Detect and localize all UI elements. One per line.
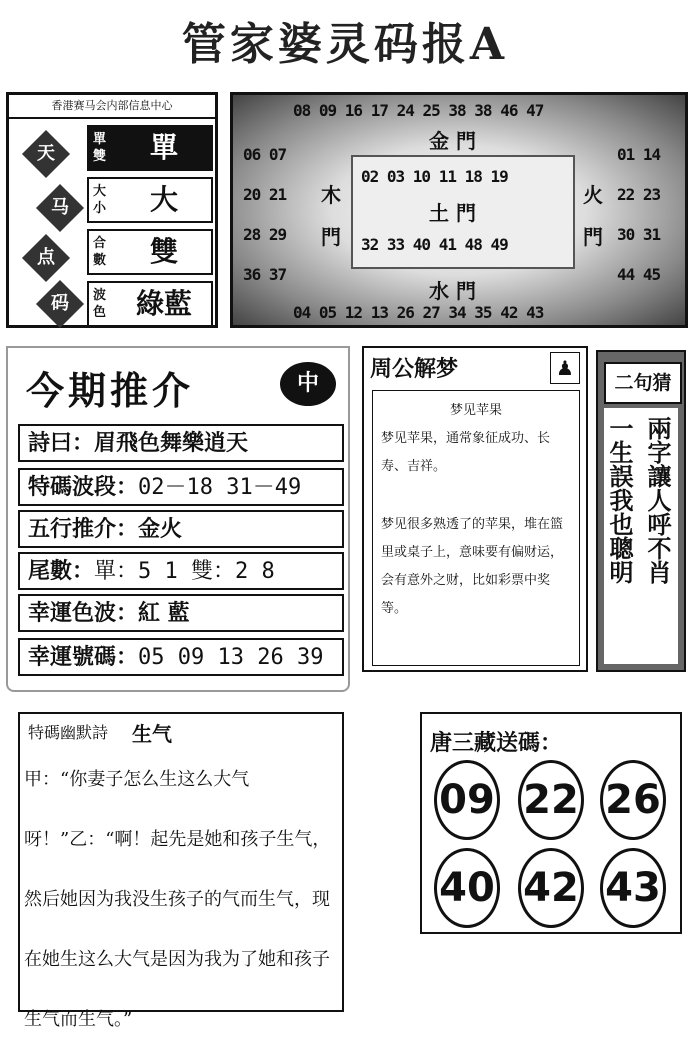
board-fire: 火: [583, 183, 603, 207]
dream-panel: [372, 390, 580, 666]
joke-text: 甲：“你妻子怎么生这么大气呀！”乙：“啊！起先是她和孩子生气，然后她因为我没生孩子的气而生气，现在她生这么大气是因为我为了她和孩子生气而生气。”: [24, 769, 331, 1030]
dream-subtitle: 梦见苹果: [449, 403, 502, 418]
seal-2: 马: [36, 184, 84, 232]
figure-icon: ♟: [550, 352, 580, 384]
joke-answer: 生气: [132, 722, 172, 746]
board-right-2: 22 23: [617, 185, 661, 204]
puzzle-col-2: 一生誤我也聰明: [605, 416, 634, 584]
number-ball: 42: [518, 848, 584, 928]
dream-para-2: 梦见很多熟透了的苹果，堆在篮里或桌子上，意味要有偏财运，会有意外之财，比如彩票中奖等。: [381, 517, 564, 616]
board-center-1: 02 03 10 11 18 19: [361, 167, 508, 186]
row-big-small: 大小 大: [87, 177, 213, 223]
page-title: 管家婆灵码报A: [181, 19, 509, 70]
board-earth: 土 門: [429, 201, 476, 225]
puzzle-box: [596, 350, 686, 672]
puzzle-body: [604, 408, 678, 664]
number-ball: 22: [518, 760, 584, 840]
board-top: 08 09 16 17 24 25 38 38 46 47: [293, 101, 544, 120]
dream-title: 周公解梦: [370, 357, 459, 382]
board-left-2: 20 21: [243, 185, 287, 204]
seal-1: 天: [22, 130, 70, 178]
joke-box: [18, 712, 344, 1030]
joke-title: 特碼幽默詩: [28, 723, 109, 742]
board-left-3: 28 29: [243, 225, 287, 244]
board-left-1: 06 07: [243, 145, 287, 164]
number-ball: 26: [600, 760, 666, 840]
tang-title: 唐三藏送碼：: [430, 731, 563, 756]
row-color: 波色 綠藍: [87, 281, 213, 327]
rec-poem: 詩曰：眉飛色舞樂逍天: [18, 424, 344, 462]
board-left-4: 36 37: [243, 265, 287, 284]
number-ball: 40: [434, 848, 500, 928]
number-ball: 43: [600, 848, 666, 928]
seal-4: 码: [36, 280, 84, 328]
rec-color: 幸運色波：紅 藍: [18, 594, 344, 632]
tang-box: [420, 712, 682, 934]
board-wood-gate: 門: [321, 225, 341, 249]
info-box: [6, 92, 218, 328]
number-ball: 09: [434, 760, 500, 840]
number-board: [230, 92, 688, 328]
board-right-1: 01 14: [617, 145, 661, 164]
row-odd-even: 單雙 單: [87, 125, 213, 171]
rec-tail: 尾數：單：5 1 雙：2 8: [18, 552, 344, 590]
rec-lucky-numbers: 幸運號碼：05 09 13 26 39: [18, 638, 344, 676]
seal-3: 点: [22, 234, 70, 282]
rec-band: 特碼波段：02－18 31－49: [18, 468, 344, 506]
puzzle-title: 二句猜: [604, 362, 682, 404]
recommend-title: 今期推介: [26, 368, 195, 413]
board-fire-gate: 門: [583, 225, 603, 249]
info-box-header: 香港赛马会内部信息中心: [9, 95, 215, 119]
board-wood: 木: [321, 183, 341, 207]
rec-element: 五行推介：金火: [18, 510, 344, 548]
board-right-3: 30 31: [617, 225, 661, 244]
recommend-logo: 中: [280, 362, 336, 406]
board-bottom: 04 05 12 13 26 27 34 35 42 43: [293, 303, 544, 322]
puzzle-col-1: 兩字讓人呼不肖: [643, 416, 672, 584]
board-gold: 金 門: [429, 129, 476, 153]
board-water: 水 門: [429, 279, 476, 303]
board-right-4: 44 45: [617, 265, 661, 284]
board-center-2: 32 33 40 41 48 49: [361, 235, 508, 254]
dream-para-1: 梦见苹果，通常象征成功、长寿、吉祥。: [381, 431, 551, 474]
row-sum: 合數 雙: [87, 229, 213, 275]
dream-box: [362, 346, 588, 672]
board-center: [351, 155, 575, 269]
